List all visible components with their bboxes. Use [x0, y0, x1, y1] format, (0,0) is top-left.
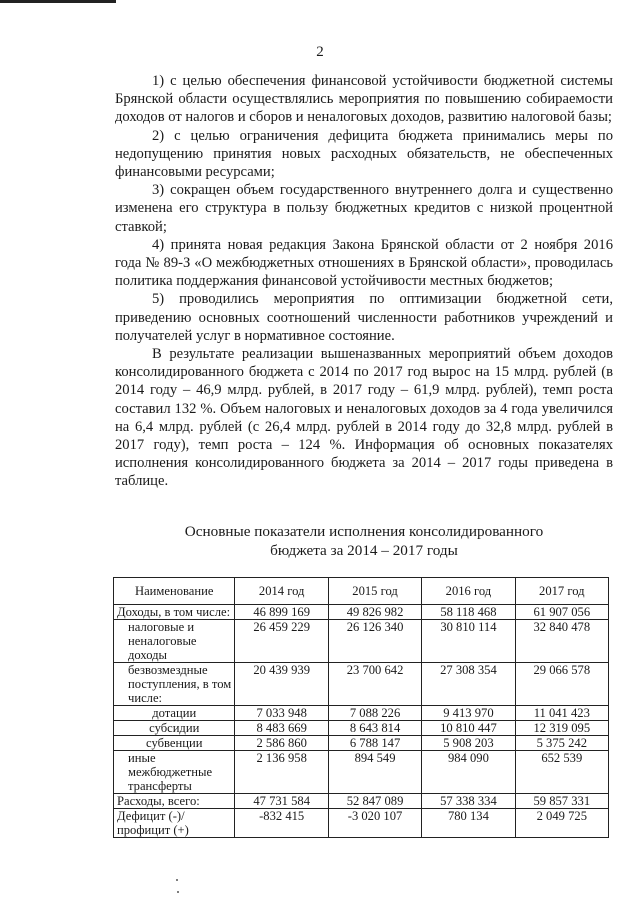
- cell-2014: 26 459 229: [235, 620, 328, 663]
- row-label: иные межбюджетные трансферты: [114, 751, 235, 794]
- table-row-grants: [114, 663, 609, 706]
- row-label: дотации: [114, 706, 235, 721]
- cell-2016: 9 413 970: [422, 706, 515, 721]
- row-label: налоговые и неналоговые доходы: [114, 620, 235, 663]
- row-label: Дефицит (-)/ профицит (+): [114, 809, 235, 838]
- cell-2014: 8 483 669: [235, 721, 328, 736]
- row-label: безвозмездные поступления, в том числе:: [114, 663, 235, 706]
- cell-2015: 6 788 147: [328, 736, 421, 751]
- page-number: 2: [316, 44, 324, 60]
- row-label: субвенции: [114, 736, 235, 751]
- cell-2016: 780 134: [422, 809, 515, 838]
- header-2016: 2016 год: [422, 578, 515, 605]
- row-label: субсидии: [114, 721, 235, 736]
- table-row-deficit: [114, 809, 609, 838]
- paragraph-item-1: 1) с целью обеспечения финансовой устойчивости бюджетной системы Брянской области осуществлялись мероприятия по повышению собираемости доходов от налогов и сборов и неналоговых доходов, развитию налоговой базы;: [115, 73, 613, 126]
- row-label: Доходы, в том числе:: [114, 605, 235, 620]
- cell-2017: 5 375 242: [515, 736, 608, 751]
- paragraph-item-5: 5) проводились мероприятия по оптимизации бюджетной сети, приведению основных соотношений численности работников учреждений и получателей услуг в нормативное состояние.: [115, 291, 613, 344]
- cell-2015: -3 020 107: [328, 809, 421, 838]
- cell-2014: 7 033 948: [235, 706, 328, 721]
- table-row-expenses: [114, 794, 609, 809]
- cell-2016: 57 338 334: [422, 794, 515, 809]
- cell-2015: 8 643 814: [328, 721, 421, 736]
- paragraph-item-3: 3) сокращен объем государственного внутреннего долга и существенно изменена его структура в пользу бюджетных кредитов с низкой процентной ставкой;: [115, 182, 613, 235]
- cell-2016: 984 090: [422, 751, 515, 794]
- paragraph-item-4: 4) принята новая редакция Закона Брянской области от 2 ноября 2016 года № 89-З «О межбюджетных отношениях в Брянской области», проводилась политика поддержания финансовой устойчивости местных бюджетов;: [115, 236, 613, 290]
- table-row-income: [114, 605, 609, 620]
- paragraph-item-2: 2) с целью ограничения дефицита бюджета принимались меры по недопущению принятия новых расходных обязательств, не обеспеченных финансовыми ресурсами;: [115, 127, 613, 181]
- header-2017: 2017 год: [515, 578, 608, 605]
- cell-2017: 11 041 423: [515, 706, 608, 721]
- cell-2015: 52 847 089: [328, 794, 421, 809]
- table-title-line1: Основные показатели исполнения консолидированного: [184, 523, 544, 540]
- scan-speck: [177, 891, 179, 893]
- cell-2014: 2 586 860: [235, 736, 328, 751]
- cell-2014: 2 136 958: [235, 751, 328, 794]
- table-row-dotations: [114, 706, 609, 721]
- paragraph-results: В результате реализации вышеназванных мероприятий объем доходов консолидированного бюджета с 2014 по 2017 год вырос на 15 млрд. рублей (в 2014 году – 46,9 млрд. рублей, в 2017 году – 61,9 млрд. рублей), темп роста составил 132 %. Объем налоговых и неналоговых доходов за 4 года увеличился на 6,4 млрд. рублей (с 26,4 млрд. рублей в 2014 году до 32,8 млрд. рублей в 2017 году), темп роста – 124 %. Информация об основных показателях исполнения консолидированного бюджета за 2014 – 2017 годы приведена в таблице.: [115, 346, 613, 490]
- row-label: Расходы, всего:: [114, 794, 235, 809]
- cell-2015: 26 126 340: [328, 620, 421, 663]
- cell-2017: 61 907 056: [515, 605, 608, 620]
- cell-2014: 47 731 584: [235, 794, 328, 809]
- cell-2016: 10 810 447: [422, 721, 515, 736]
- table-row-other-transfers: [114, 751, 609, 794]
- cell-2014: 20 439 939: [235, 663, 328, 706]
- cell-2014: -832 415: [235, 809, 328, 838]
- cell-2015: 49 826 982: [328, 605, 421, 620]
- cell-2017: 59 857 331: [515, 794, 608, 809]
- cell-2017: 29 066 578: [515, 663, 608, 706]
- scan-top-line: [0, 0, 116, 3]
- table-title-line2: бюджета за 2014 – 2017 годы: [270, 541, 458, 559]
- table-row-subsidies: [114, 721, 609, 736]
- header-2015: 2015 год: [328, 578, 421, 605]
- cell-2017: 652 539: [515, 751, 608, 794]
- cell-2016: 27 308 354: [422, 663, 515, 706]
- budget-table: [113, 577, 609, 838]
- cell-2016: 5 908 203: [422, 736, 515, 751]
- scan-speck: [176, 879, 178, 881]
- cell-2015: 894 549: [328, 751, 421, 794]
- cell-2015: 23 700 642: [328, 663, 421, 706]
- cell-2016: 30 810 114: [422, 620, 515, 663]
- body-text: [115, 72, 613, 491]
- cell-2017: 2 049 725: [515, 809, 608, 838]
- table-title: [115, 523, 613, 560]
- table-header-row: [114, 578, 609, 605]
- header-name: Наименование: [114, 578, 235, 605]
- cell-2016: 58 118 468: [422, 605, 515, 620]
- cell-2015: 7 088 226: [328, 706, 421, 721]
- table-row-tax-income: [114, 620, 609, 663]
- cell-2017: 12 319 095: [515, 721, 608, 736]
- cell-2017: 32 840 478: [515, 620, 608, 663]
- table-row-subventions: [114, 736, 609, 751]
- header-2014: 2014 год: [235, 578, 328, 605]
- cell-2014: 46 899 169: [235, 605, 328, 620]
